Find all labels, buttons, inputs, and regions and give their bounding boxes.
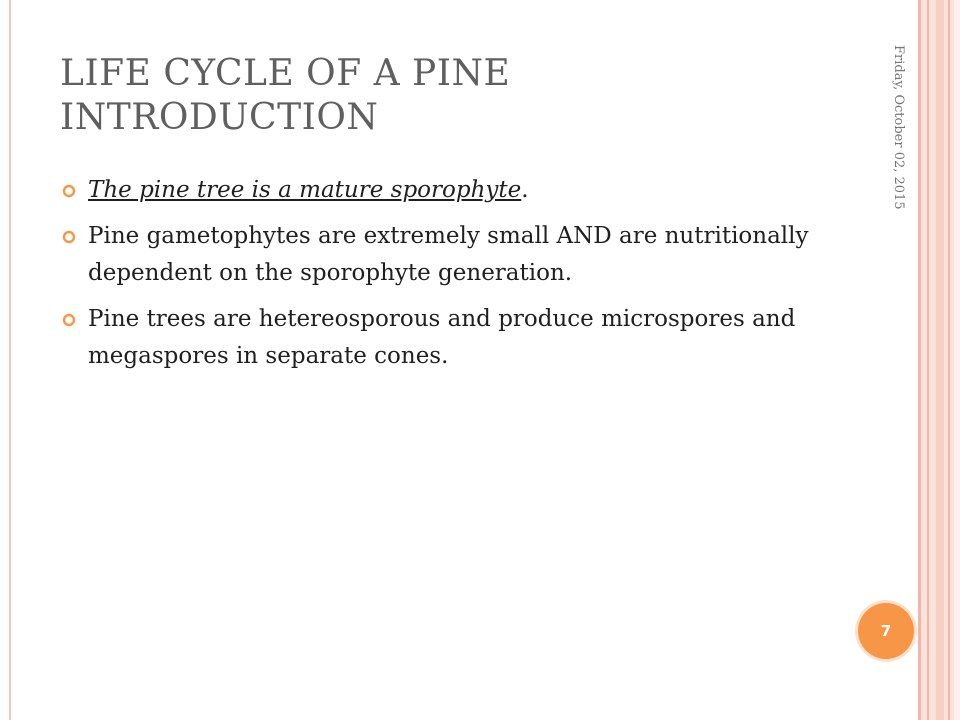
band-stripe xyxy=(936,0,944,720)
slide-title xyxy=(60,52,840,140)
circle-bullet-icon xyxy=(62,313,76,327)
band-stripe xyxy=(918,0,921,720)
band-stripe xyxy=(954,0,960,720)
band-stripe xyxy=(927,0,929,720)
bullet-tail-text: . xyxy=(521,177,529,203)
circle-bullet-icon xyxy=(62,184,76,198)
slide-date-text: Friday, October 02, 2015 xyxy=(891,45,906,210)
bullet-item xyxy=(60,301,850,375)
bullet-emphasis-text: The pine tree is a mature sporophyte xyxy=(88,177,522,203)
left-border-line xyxy=(9,0,11,720)
circle-bullet-icon xyxy=(62,230,76,244)
bullet-text: Pine gametophytes are extremely small AND are nutritionally dependent on the sporophyte generation. xyxy=(88,223,809,286)
slide-date xyxy=(888,45,908,235)
bullet-item xyxy=(60,218,850,292)
slide-title-line: LIFE CYCLE OF A PINE xyxy=(60,53,511,94)
slide-title-line: INTRODUCTION xyxy=(60,97,379,138)
band-stripe xyxy=(948,0,950,720)
bullet-item xyxy=(60,172,850,209)
page-number-badge: 7 xyxy=(858,603,914,659)
bullet-text: Pine trees are hetereosporous and produce microspores and megaspores in separate cones. xyxy=(88,306,796,369)
bullet-list xyxy=(60,172,850,384)
right-decorative-band xyxy=(918,0,960,720)
